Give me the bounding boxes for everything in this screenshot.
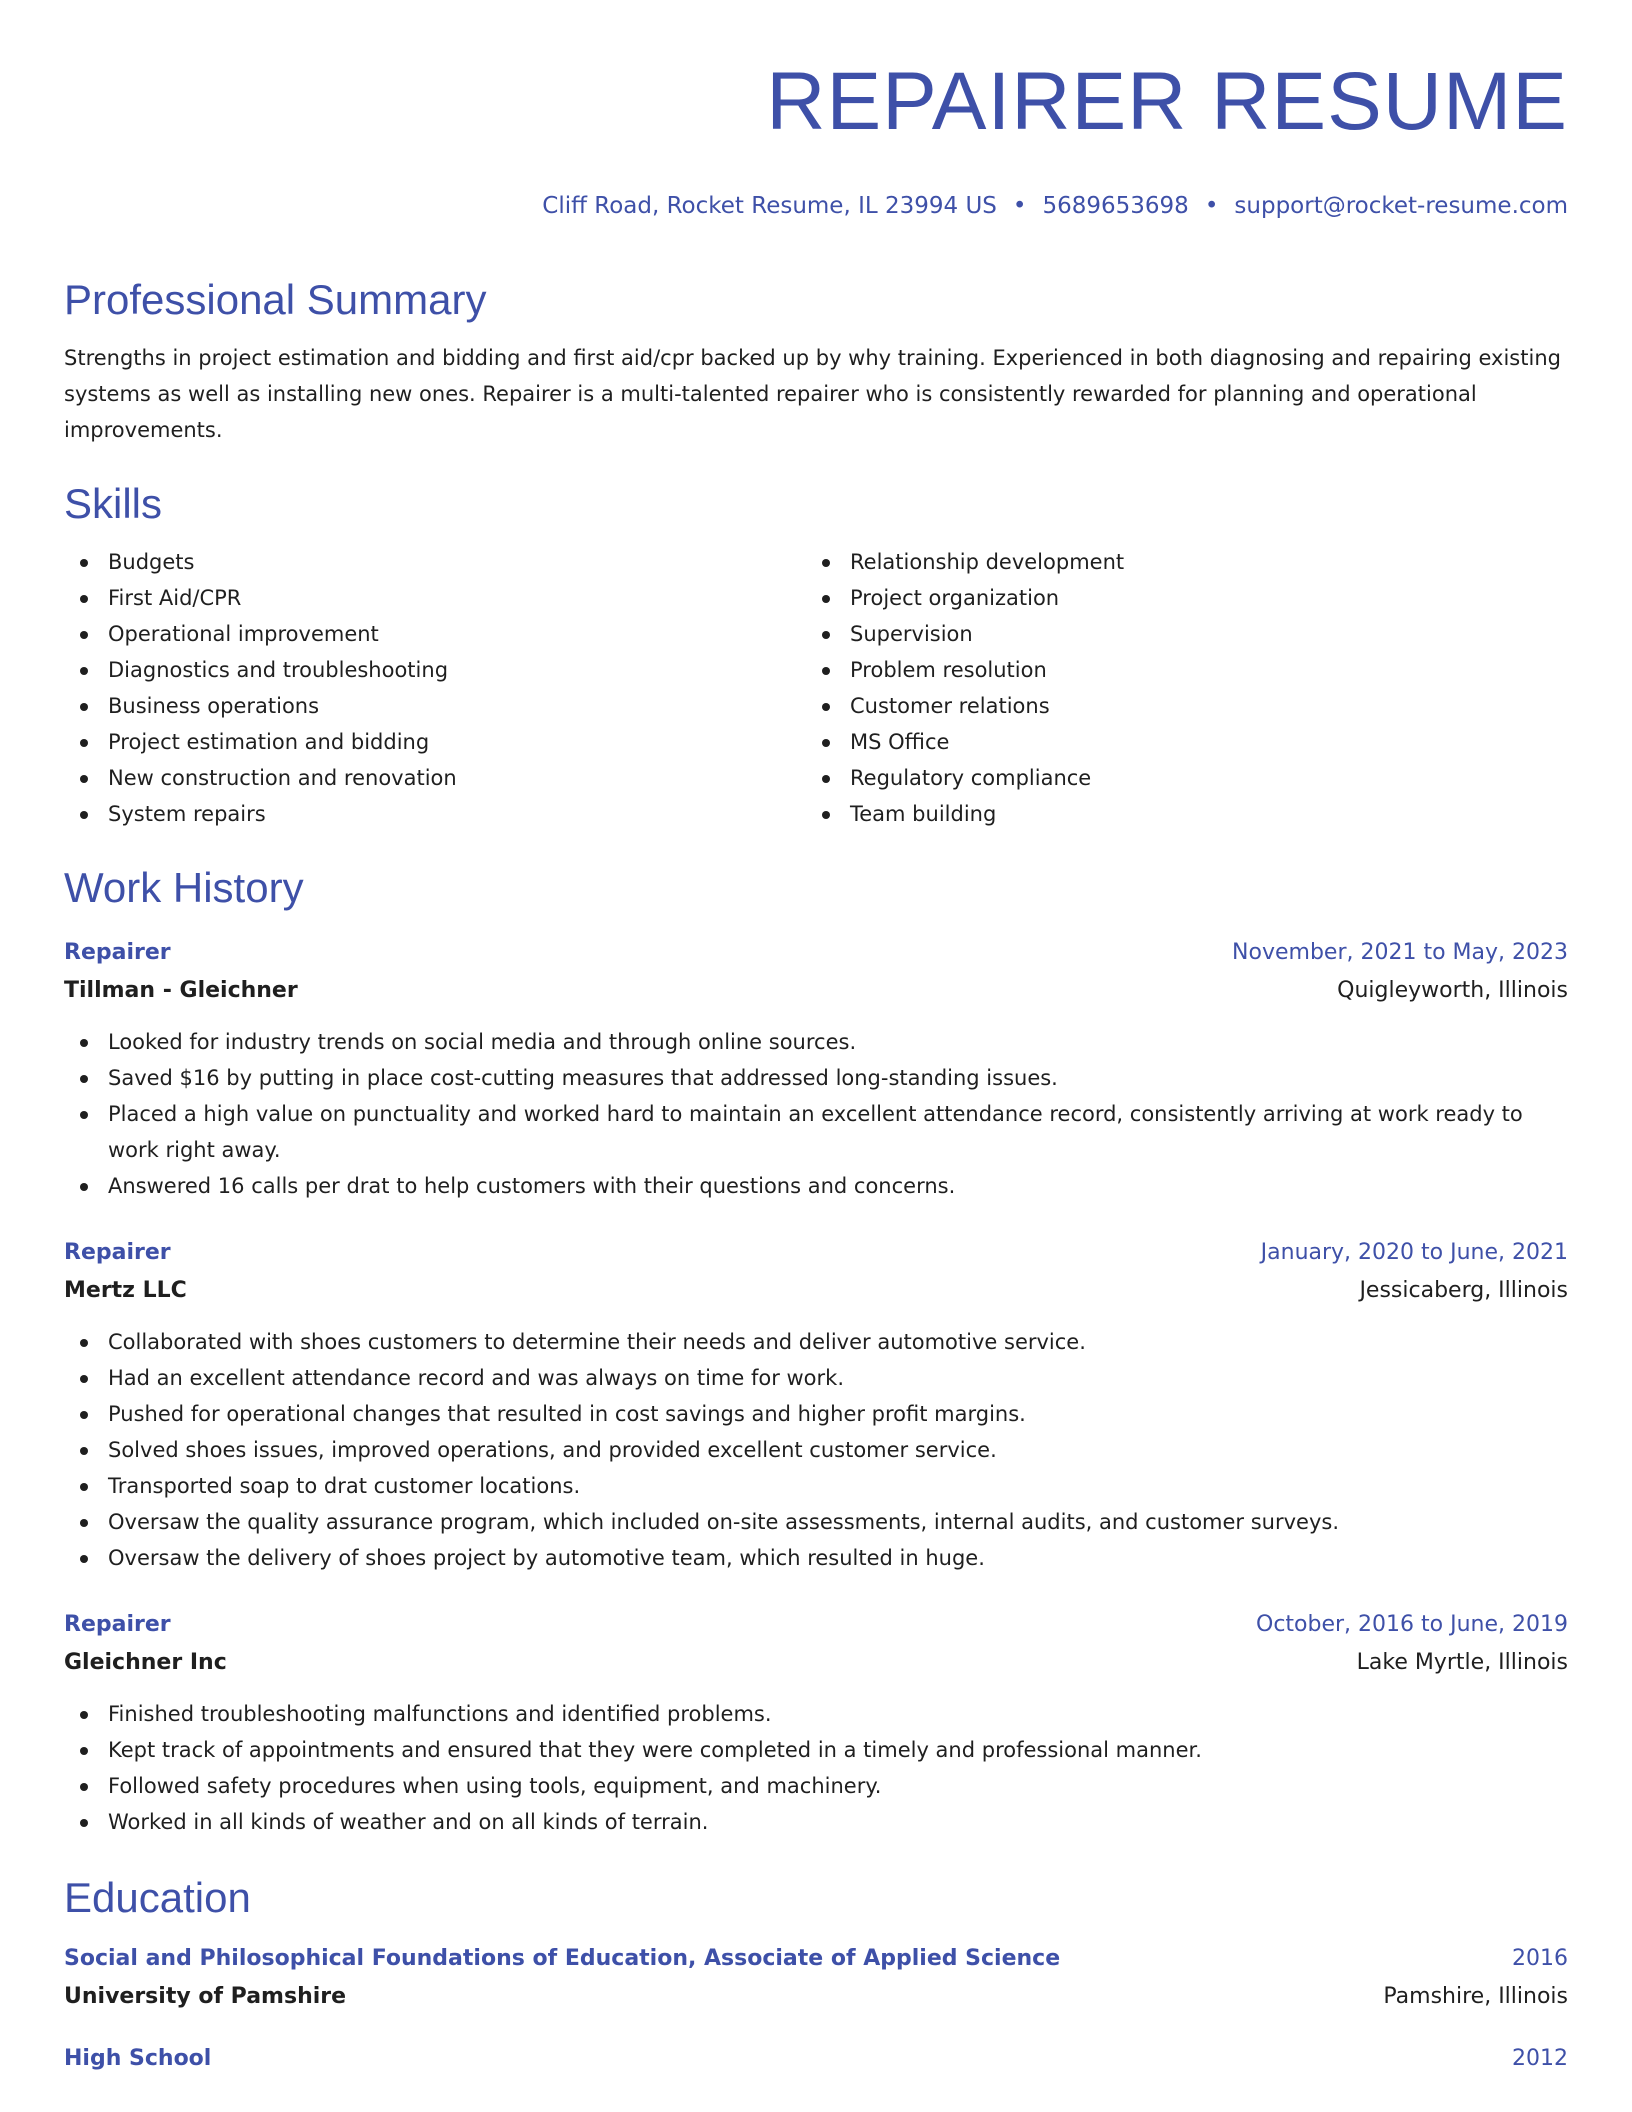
- job-dates: January, 2020 to June, 2021: [1260, 1240, 1568, 1265]
- job-dates: October, 2016 to June, 2019: [1256, 1612, 1568, 1637]
- contact-line: [64, 190, 1568, 222]
- job-entry: [64, 1606, 1568, 1840]
- job-duty-item: Saved $16 by putting in place cost-cutting measures that addressed long-standing issues.: [64, 1060, 1568, 1096]
- contact-separator: •: [1204, 193, 1219, 219]
- job-company-row: [64, 1272, 1568, 1310]
- skill-item: Relationship development: [806, 544, 1568, 580]
- job-duty-item: Transported soap to drat customer locations.: [64, 1468, 1568, 1504]
- education-degree: High School: [64, 2046, 212, 2071]
- contact-address: Cliff Road, Rocket Resume, IL 23994 US: [542, 193, 997, 219]
- job-duty-item: Placed a high value on punctuality and worked hard to maintain an excellent attendance record, consistently arriving at work ready to work right away.: [64, 1096, 1568, 1168]
- skill-item: Team building: [806, 796, 1568, 832]
- job-duty-item: Collaborated with shoes customers to determine their needs and deliver automotive service.: [64, 1324, 1568, 1360]
- job-duty-item: Kept track of appointments and ensured that they were completed in a timely and professional manner.: [64, 1732, 1568, 1768]
- education-header-row: [64, 2040, 1568, 2078]
- job-duty-item: Oversaw the quality assurance program, which included on-site assessments, internal audits, and customer surveys.: [64, 1504, 1568, 1540]
- job-company: Tillman - Gleichner: [64, 978, 298, 1003]
- job-duty-item: Answered 16 calls per drat to help customers with their questions and concerns.: [64, 1168, 1568, 1204]
- skills-heading: Skills: [64, 480, 163, 527]
- job-entry: [64, 934, 1568, 1204]
- job-company-row: [64, 972, 1568, 1010]
- summary-text: Strengths in project estimation and bidding and first aid/cpr backed up by why training. Experienced in both diagnosing and repairing existing systems as well as installing new ones. Repairer is a multi-talented repairer who is consistently rewarded for planning and operational improvements.: [64, 346, 1561, 442]
- skill-item: Problem resolution: [806, 652, 1568, 688]
- job-duties: [64, 1696, 1568, 1840]
- skills-column-left: [64, 544, 806, 832]
- job-entry: [64, 1234, 1568, 1576]
- skills-list: [64, 544, 1568, 832]
- job-title: Repairer: [64, 1612, 171, 1637]
- job-title: Repairer: [64, 940, 171, 965]
- job-header-row: [64, 1234, 1568, 1272]
- education-school: University of Pamshire: [64, 1984, 347, 2009]
- skill-item: Business operations: [64, 688, 806, 724]
- job-location: Jessicaberg, Illinois: [1359, 1278, 1568, 1303]
- skill-item: Regulatory compliance: [806, 760, 1568, 796]
- skill-item: First Aid/CPR: [64, 580, 806, 616]
- job-company: Gleichner Inc: [64, 1650, 227, 1675]
- contact-email[interactable]: support@rocket-resume.com: [1234, 193, 1568, 219]
- skill-item: Project estimation and bidding: [64, 724, 806, 760]
- job-duty-item: Had an excellent attendance record and was always on time for work.: [64, 1360, 1568, 1396]
- job-company-row: [64, 1644, 1568, 1682]
- job-duty-item: Worked in all kinds of weather and on all kinds of terrain.: [64, 1804, 1568, 1840]
- job-company: Mertz LLC: [64, 1278, 187, 1303]
- job-header-row: [64, 934, 1568, 972]
- job-duty-item: Solved shoes issues, improved operations, and provided excellent customer service.: [64, 1432, 1568, 1468]
- job-location: Lake Myrtle, Illinois: [1356, 1650, 1568, 1675]
- education-header-row: [64, 1940, 1568, 1978]
- job-dates: November, 2021 to May, 2023: [1232, 940, 1568, 965]
- resume-page: [64, 0, 1568, 2078]
- education-heading: Education: [64, 1874, 251, 1921]
- work-history-heading: Work History: [64, 864, 304, 911]
- skills-column-right: [806, 544, 1568, 832]
- summary-heading: Professional Summary: [64, 276, 487, 323]
- job-duties: [64, 1024, 1568, 1204]
- skill-item: Supervision: [806, 616, 1568, 652]
- skill-item: MS Office: [806, 724, 1568, 760]
- job-duties: [64, 1324, 1568, 1576]
- skill-item: System repairs: [64, 796, 806, 832]
- job-duty-item: Finished troubleshooting malfunctions and identified problems.: [64, 1696, 1568, 1732]
- job-location: Quigleyworth, Illinois: [1337, 978, 1568, 1003]
- resume-header: [64, 54, 1568, 222]
- education-school-row: [64, 1978, 1568, 2016]
- job-header-row: [64, 1606, 1568, 1644]
- job-title: Repairer: [64, 1240, 171, 1265]
- education-location: Pamshire, Illinois: [1383, 1984, 1568, 2009]
- contact-phone: 5689653698: [1042, 193, 1189, 219]
- job-duty-item: Pushed for operational changes that resulted in cost savings and higher profit margins.: [64, 1396, 1568, 1432]
- education-entry: [64, 2040, 1568, 2078]
- job-duty-item: Oversaw the delivery of shoes project by automotive team, which resulted in huge.: [64, 1540, 1568, 1576]
- education-entry: [64, 1940, 1568, 2016]
- skill-item: Budgets: [64, 544, 806, 580]
- resume-name: REPAIRER RESUME: [766, 56, 1568, 147]
- job-duty-item: Followed safety procedures when using tools, equipment, and machinery.: [64, 1768, 1568, 1804]
- education-degree: Social and Philosophical Foundations of Education, Associate of Applied Science: [64, 1946, 1061, 1971]
- education-year: 2016: [1512, 1946, 1568, 1971]
- skill-item: Operational improvement: [64, 616, 806, 652]
- contact-separator: •: [1012, 193, 1027, 219]
- skill-item: Customer relations: [806, 688, 1568, 724]
- skill-item: Diagnostics and troubleshooting: [64, 652, 806, 688]
- skill-item: Project organization: [806, 580, 1568, 616]
- job-duty-item: Looked for industry trends on social media and through online sources.: [64, 1024, 1568, 1060]
- education-year: 2012: [1512, 2046, 1568, 2071]
- skill-item: New construction and renovation: [64, 760, 806, 796]
